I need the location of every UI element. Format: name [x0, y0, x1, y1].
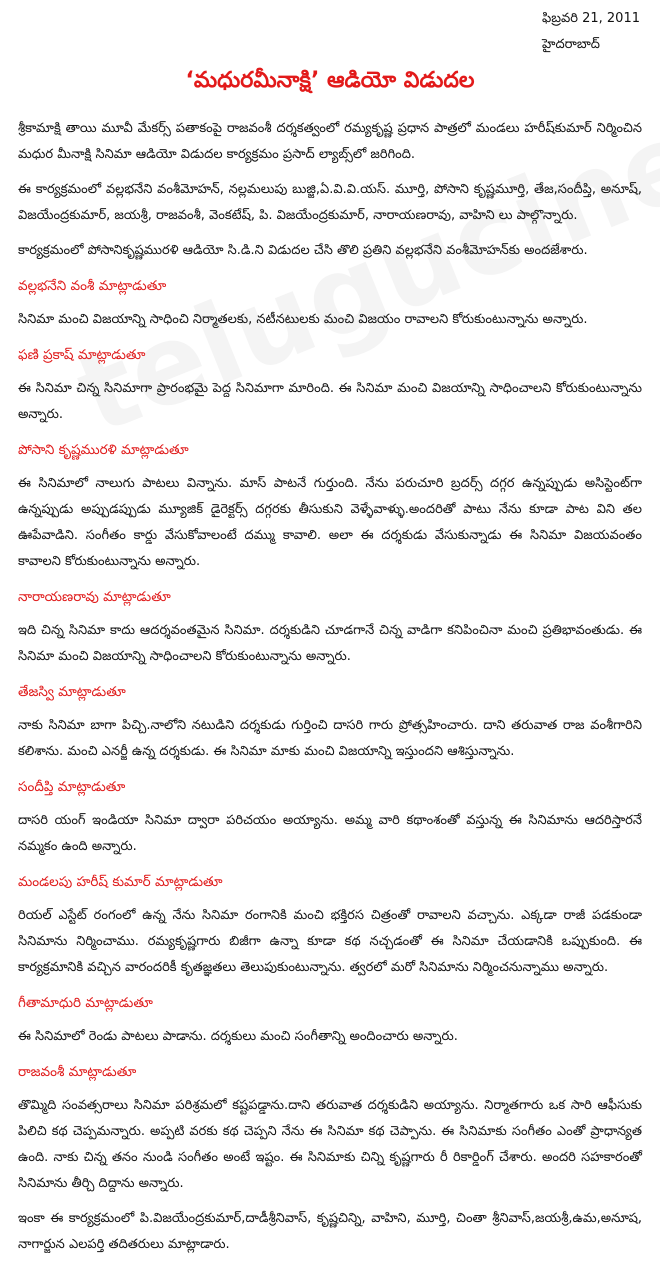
speaker-quote-posani: ఈ సినిమాలో నాలుగు పాటలు విన్నాను. మాస్ పాటనే గుర్తుంది. నేను పరుచూరి బ్రదర్స్ దగ్గర ఉన్నప్పుడు అసిస్టెంట్‌గా ఉన్నప్పుడు అప్పుడప్పుడు మ్యూజిక్ డైరెక్టర్స్ దగ్గరకు తీసుకుని వెళ్ళేవాళ్ళు.అందరితో పాటు నేను కూడా పాట విని తల ఊపేవాడిని. సంగీతం కార్డు వేసుకోవాలంటే దమ్ము కావాలి. అలా ఈ దర్శకుడు వేసుకున్నాడు ఈ సినిమా విజయవంతం కావాలని కోరుకుంటున్నాను అన్నారు.: [18, 476, 642, 569]
speaker-heading-rajavamsi: రాజవంశీ మాట్లాడుతూ: [18, 1064, 137, 1080]
speaker-quote-phani-prakash: ఈ సినిమా చిన్న సినిమాగా ప్రారంభమై పెద్ద సినిమాగా మారింది. ఈ సినిమా మంచి విజయాన్ని సాధించాలని కోరుకుంటున్నాను అన్నారు.: [18, 381, 642, 422]
article-body: [18, 116, 642, 1267]
speaker-quote-harish-kumar: రియల్ ఎస్టేట్ రంగంలో ఉన్న నేను సినిమా రంగానికి మంచి భక్తిరస చిత్రంతో రావాలని వచ్చాను. ఎక్కడా రాజీ పడకుండా సినిమాను నిర్మించాము. రమ్యకృష్ణగారు బిజీగా ఉన్నా కూడా కథ నచ్చడంతో ఈ సినిమా చేయడానికి ఒప్పుకుంది. ఈ కార్యక్రమానికి వచ్చిన వారందరికీ కృతజ్ఞతలు తెలుపుకుంటున్నాను. త్వరలో మరో సినిమాను నిర్మించనున్నాము అన్నారు.: [18, 908, 642, 975]
speaker-heading-narayana-rao: నారాయణరావు మాట్లాడుతూ: [18, 589, 171, 605]
intro-paragraph-1: శ్రీకామాక్షి తాయి మూవీ మేకర్స్ పతాకంపై రాజవంశీ దర్శకత్వంలో రమ్యకృష్ణ ప్రధాన పాత్రలో మండలు హరీష్‌కుమార్ నిర్మించిన మధుర మీనాక్షి సినిమా ఆడియో విడుదల కార్యక్రమం ప్రసాద్ ల్యాబ్స్‌లో జరిగింది.: [18, 121, 642, 162]
speaker-quote-tejaswi: నాకు సినిమా బాగా పిచ్చి.నాలోని నటుడిని దర్శకుడు గుర్తించి దాసరి గారు ప్రోత్సహించారు. దాని తరువాత రాజ వంశీగారిని కలిశాను. మంచి ఎనర్జీ ఉన్న దర్శకుడు. ఈ సినిమా మాకు మంచి విజయాన్ని ఇస్తుందని ఆశిస్తున్నాను.: [18, 718, 642, 759]
closing-paragraph: ఇంకా ఈ కార్యక్రమంలో పి.విజయేంద్రకుమార్,దాడీశ్రీనివాస్, కృష్ణచిన్ని, వాహిని, మూర్తి, చింతా శ్రీనివాస్,జయశ్రీ,ఉమ,అనూష, నాగార్జున ఎలపర్తి తదితరులు మాట్లాడారు.: [18, 1211, 642, 1252]
speaker-quote-narayana-rao: ఇది చిన్న సినిమా కాదు ఆదర్శవంతమైన సినిమా. దర్శకుడిని చూడగానే చిన్న వాడిగా కనిపించినా మంచి ప్రతిభావంతుడు. ఈ సినిమా మంచి విజయాన్ని సాధించాలని కోరుకుంటున్నాను అన్నారు.: [18, 623, 642, 664]
speaker-heading-geetha-madhuri: గీతామాధురి మాట్లాడుతూ: [18, 995, 153, 1011]
speaker-quote-rajavamsi: తొమ్మిది సంవత్సరాలు సినిమా పరిశ్రమలో కష్టపడ్డాను.దాని తరువాత దర్శకుడిని అయ్యాను. నిర్మాతగారు ఒక సారి ఆఫీసుకు పిలిచి కథ చెప్పమన్నారు. అప్పటి వరకు కథ చెప్పని నేను ఈ సినిమా కథ చెప్పాను. ఈ సినిమాకు సంగీతం ఎంతో ప్రాధాన్యత ఉంది. నాకు చిన్న తనం నుండి సంగీతం అంటే ఇష్టం. ఈ సినిమాకు చిన్ని కృష్ణగారు రీ రికార్డింగ్ చేశారు. అందరి సహకారంతో సినిమాను తీర్చి దిద్దాను అన్నారు.: [18, 1098, 642, 1191]
speaker-heading-posani: పోసాని కృష్ణమురళి మాట్లాడుతూ: [18, 442, 189, 458]
speaker-heading-phani-prakash: ఫణి ప్రకాష్ మాట్లాడుతూ: [18, 347, 146, 363]
article-date: ఫిబ్రవరి 21, 2011: [542, 11, 640, 26]
dateline: [542, 6, 640, 58]
intro-paragraph-2: ఈ కార్యక్రమంలో వల్లభనేని వంశీమోహన్, నల్లమలుపు బుజ్జి,ఏ.వి.వి.యస్. మూర్తి, పోసాని కృష్ణమూర్తి, తేజ,సందీప్తి, అనూష్, విజయేంద్రకుమార్, జయశ్రీ, రాజవంశీ, వెంకటేష్, పి. విజయేంద్రకుమార్, నారాయణరావు, వాహిని లు పాల్గొన్నారు.: [18, 182, 642, 223]
speaker-quote-vallabhaneni: సినిమా మంచి విజయాన్ని సాధించి నిర్మాతలకు, నటీనటులకు మంచి విజయం రావాలని కోరుకుంటున్నాను అన్నారు.: [18, 312, 588, 327]
intro-paragraph-3: కార్యక్రమంలో పోసానికృష్ణమురళి ఆడియో సి.డి.ని విడుదల చేసి తొలి ప్రతిని వల్లభనేని వంశీమోహన్‌కు అందజేశారు.: [18, 243, 588, 258]
speaker-quote-geetha-madhuri: ఈ సినిమాలో రెండు పాటలు పాడాను. దర్శకులు మంచి సంగీతాన్ని అందించారు అన్నారు.: [18, 1029, 458, 1044]
speaker-heading-tejaswi: తేజస్వి మాట్లాడుతూ: [18, 684, 126, 700]
article-place: హైదరాబాద్: [542, 37, 600, 52]
speaker-heading-vallabhaneni: వల్లభనేని వంశీ మాట్లాడుతూ: [18, 278, 167, 294]
speaker-heading-sandeepti: సందీప్తి మాట్లాడుతూ: [18, 779, 126, 795]
article-title: ‘మధురమీనాక్షి’ ఆడియో విడుదల: [185, 68, 475, 93]
speaker-quote-sandeepti: దాసరి యంగ్ ఇండియా సినిమా ద్వారా పరిచయం అయ్యాను. అమ్మ వారి కథాంశంతో వస్తున్న ఈ సినిమాను ఆదరిస్తారనే నమ్మకం ఉంది అన్నారు.: [18, 813, 642, 854]
speaker-heading-harish-kumar: మండలపు హరీష్ కుమార్ మాట్లాడుతూ: [18, 874, 223, 890]
